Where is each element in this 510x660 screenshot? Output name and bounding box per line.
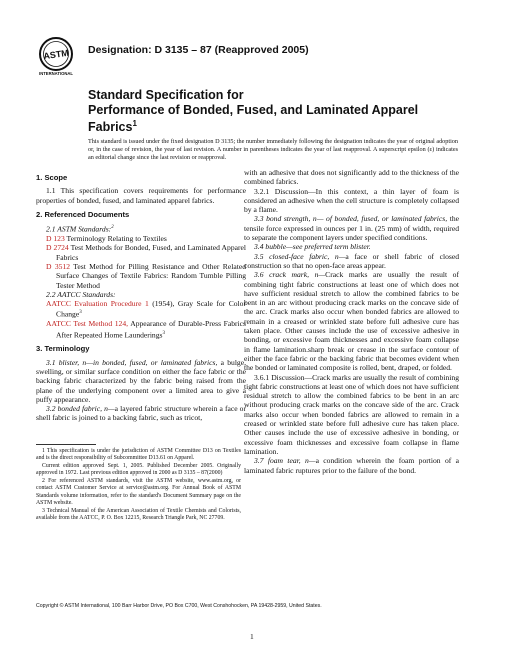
ref-d123: D 123 Terminology Relating to Textiles — [46, 234, 167, 244]
section-3-heading: 3. Terminology — [36, 344, 90, 354]
term-bonded-fabric: 3.2 bonded fabric, n—a layered fabric structure wherein a face or shell fabric is joined to a backing fabric, such as tricot, — [36, 404, 246, 423]
term-crack-mark: 3.6 crack mark, n—Crack marks are usually the result of combining tight fabric constructions at least one of which does not have sufficient residual stretch to allow the combined fabrics to be bent in an arc without producing crack marks on the concave side of the arc. Crack marks also occur when bonded fabrics are allowed to remain in a creased or wrinkled state before full adhesive cure has taken place. Other causes include the use of excessive adhesive in bonding, or excessive foam thicknesses and excessive foam collapse in flame lamination.sharp break or crease in the surface contour of either the face fabric or the backing fabric that becomes evident when the bonded or laminated composite is rolled, bent, draped, or folded. — [244, 270, 459, 373]
svg-text:ASTM: ASTM — [42, 47, 70, 62]
title-line-1: Standard Specification for — [88, 88, 244, 102]
footnote-1b: Current edition approved Sept. 1, 2005. Published December 2005. Originally approved in 1972. Last previous edition approved in 2000 as D 3135 – 87(2000) — [36, 463, 241, 477]
term-foam-tear: 3.7 foam tear, n—a condition wherein the foam portion of a laminated fabric ruptures prior to the failure of the bond. — [244, 456, 459, 475]
footnote-2: 2 For referenced ASTM standards, visit the ASTM website, www.astm.org, or contact ASTM Customer Service at service@astm.org. For Annual Book of ASTM Standards volume information, refer to the standard's Document Summary page on the ASTM website. — [36, 478, 241, 506]
page-number: 1 — [250, 632, 254, 641]
footnote-divider — [36, 444, 96, 445]
left-column — [36, 168, 246, 423]
preamble: This standard is issued under the fixed designation D 3135; the number immediately following the designation indicates the year of original adoption or, in the case of revision, the year of last revision. A number in parentheses indicates the year of last reapproval. A superscript epsilon (ε) indicates an editorial change since the last revision or reapproval. — [88, 138, 458, 161]
right-column — [244, 168, 459, 475]
section-1-heading: 1. Scope — [36, 173, 68, 182]
footnote-1: 1 This specification is under the jurisdiction of ASTM Committee D13 on Textiles and is the direct responsibility of Subcommittee D13.61 on Apparel. — [36, 448, 241, 462]
title-line-2: Performance of Bonded, Fused, and Laminated Apparel — [88, 102, 419, 117]
ref-aatcc-ep1: AATCC Evaluation Procedure 1 (1954), Gray Scale for Color Change$^3$ — [46, 299, 246, 319]
ref-link[interactable]: D 123 — [46, 234, 65, 244]
aatcc-standards-label: 2.2 AATCC Standards: — [46, 289, 116, 299]
copyright: Copyright © ASTM International, 100 Barr Harbor Drive, PO Box C700, West Conshohocken, PA 19428-2959, United States. — [36, 603, 322, 609]
section-2-heading: 2. Referenced Documents — [36, 209, 130, 219]
designation: Designation: D 3135 – 87 (Reapproved 2005) — [88, 44, 309, 56]
astm-standards-label: 2.1 ASTM Standards:$^2$ — [46, 224, 114, 234]
term-bond-strength: 3.3 bond strength, n— of bonded, fused, or laminated fabrics, the tensile force expressed in ounces per 1 in. (25 mm) of width, required to separate the component layers under specified conditions. — [244, 214, 459, 243]
ref-aatcc-tm124: AATCC Test Method 124, Appearance of Durable-Press Fabrics After Repeated Home Launderings$^3$ — [46, 319, 246, 340]
term-closed-face-fabric: 3.5 closed-face fabric, n—a face or shell fabric of closed construction so that no open-face areas appear. — [244, 251, 459, 270]
ref-link[interactable]: D 2724 — [46, 243, 69, 253]
astm-logo-icon — [36, 36, 76, 76]
ref-link[interactable]: D 3512 — [46, 261, 71, 271]
title-footnote-mark: 1 — [132, 119, 137, 128]
bonded-fabric-continued: with an adhesive that does not significantly add to the thickness of the combined fabrics. — [244, 168, 459, 187]
ref-d2724: D 2724 Test Methods for Bonded, Fused, and Laminated Apparel Fabrics — [46, 243, 247, 262]
document-title — [88, 88, 448, 135]
ref-link[interactable]: AATCC Evaluation Procedure 1 — [46, 299, 149, 309]
footnotes — [36, 448, 241, 523]
title-line-3: Fabrics — [88, 120, 133, 135]
svg-text:INTERNATIONAL: INTERNATIONAL — [39, 71, 73, 76]
footnote-3: 3 Technical Manual of the American Association of Textile Chemists and Colorists, available from the AATCC, P. O. Box 12215, Research Triangle Park, NC 27709. — [36, 507, 241, 521]
ref-link[interactable]: AATCC Test Method 124, — [46, 319, 129, 329]
discussion-3-6-1: 3.6.1 Discussion—Crack marks are usually the result of combining tight fabric constructions at least one of which does not have sufficient residual stretch to allow the combined fabrics to be bent in an arc without producing crack marks on the concave side of the arc. Crack marks also occur when bonded fabrics are allowed to remain in a creased or wrinkled state before full adhesive cure has taken place. Other causes include the use of excessive adhesive in bonding, or excessive foam thicknesses and excessive foam collapse in flame lamination. — [244, 372, 459, 456]
discussion-3-2-1: 3.2.1 Discussion—In this context, a thin layer of foam is considered an adhesive when the cell structure is completely collapsed by a flame. — [244, 186, 459, 215]
term-blister: 3.1 blister, n—in bonded, fused, or laminated fabrics, a bulge, swelling, or similar surface condition on either the face fabric or the backing fabric characterized by the fabric being raised from the plane of the underlying component over a limited area to give a puffy appearance. — [36, 357, 247, 404]
ref-d3512: D 3512 Test Method for Pilling Resistance and Other Related Surface Changes of Textile Fabrics: Random Tumble Pilling Tester Method — [46, 261, 247, 290]
section-1-1: 1.1 This specification covers requirements for performance properties of bonded, fused, and laminated apparel fabrics. — [36, 186, 246, 205]
term-bubble: 3.4 bubble—see preferred term blister. — [254, 242, 371, 252]
